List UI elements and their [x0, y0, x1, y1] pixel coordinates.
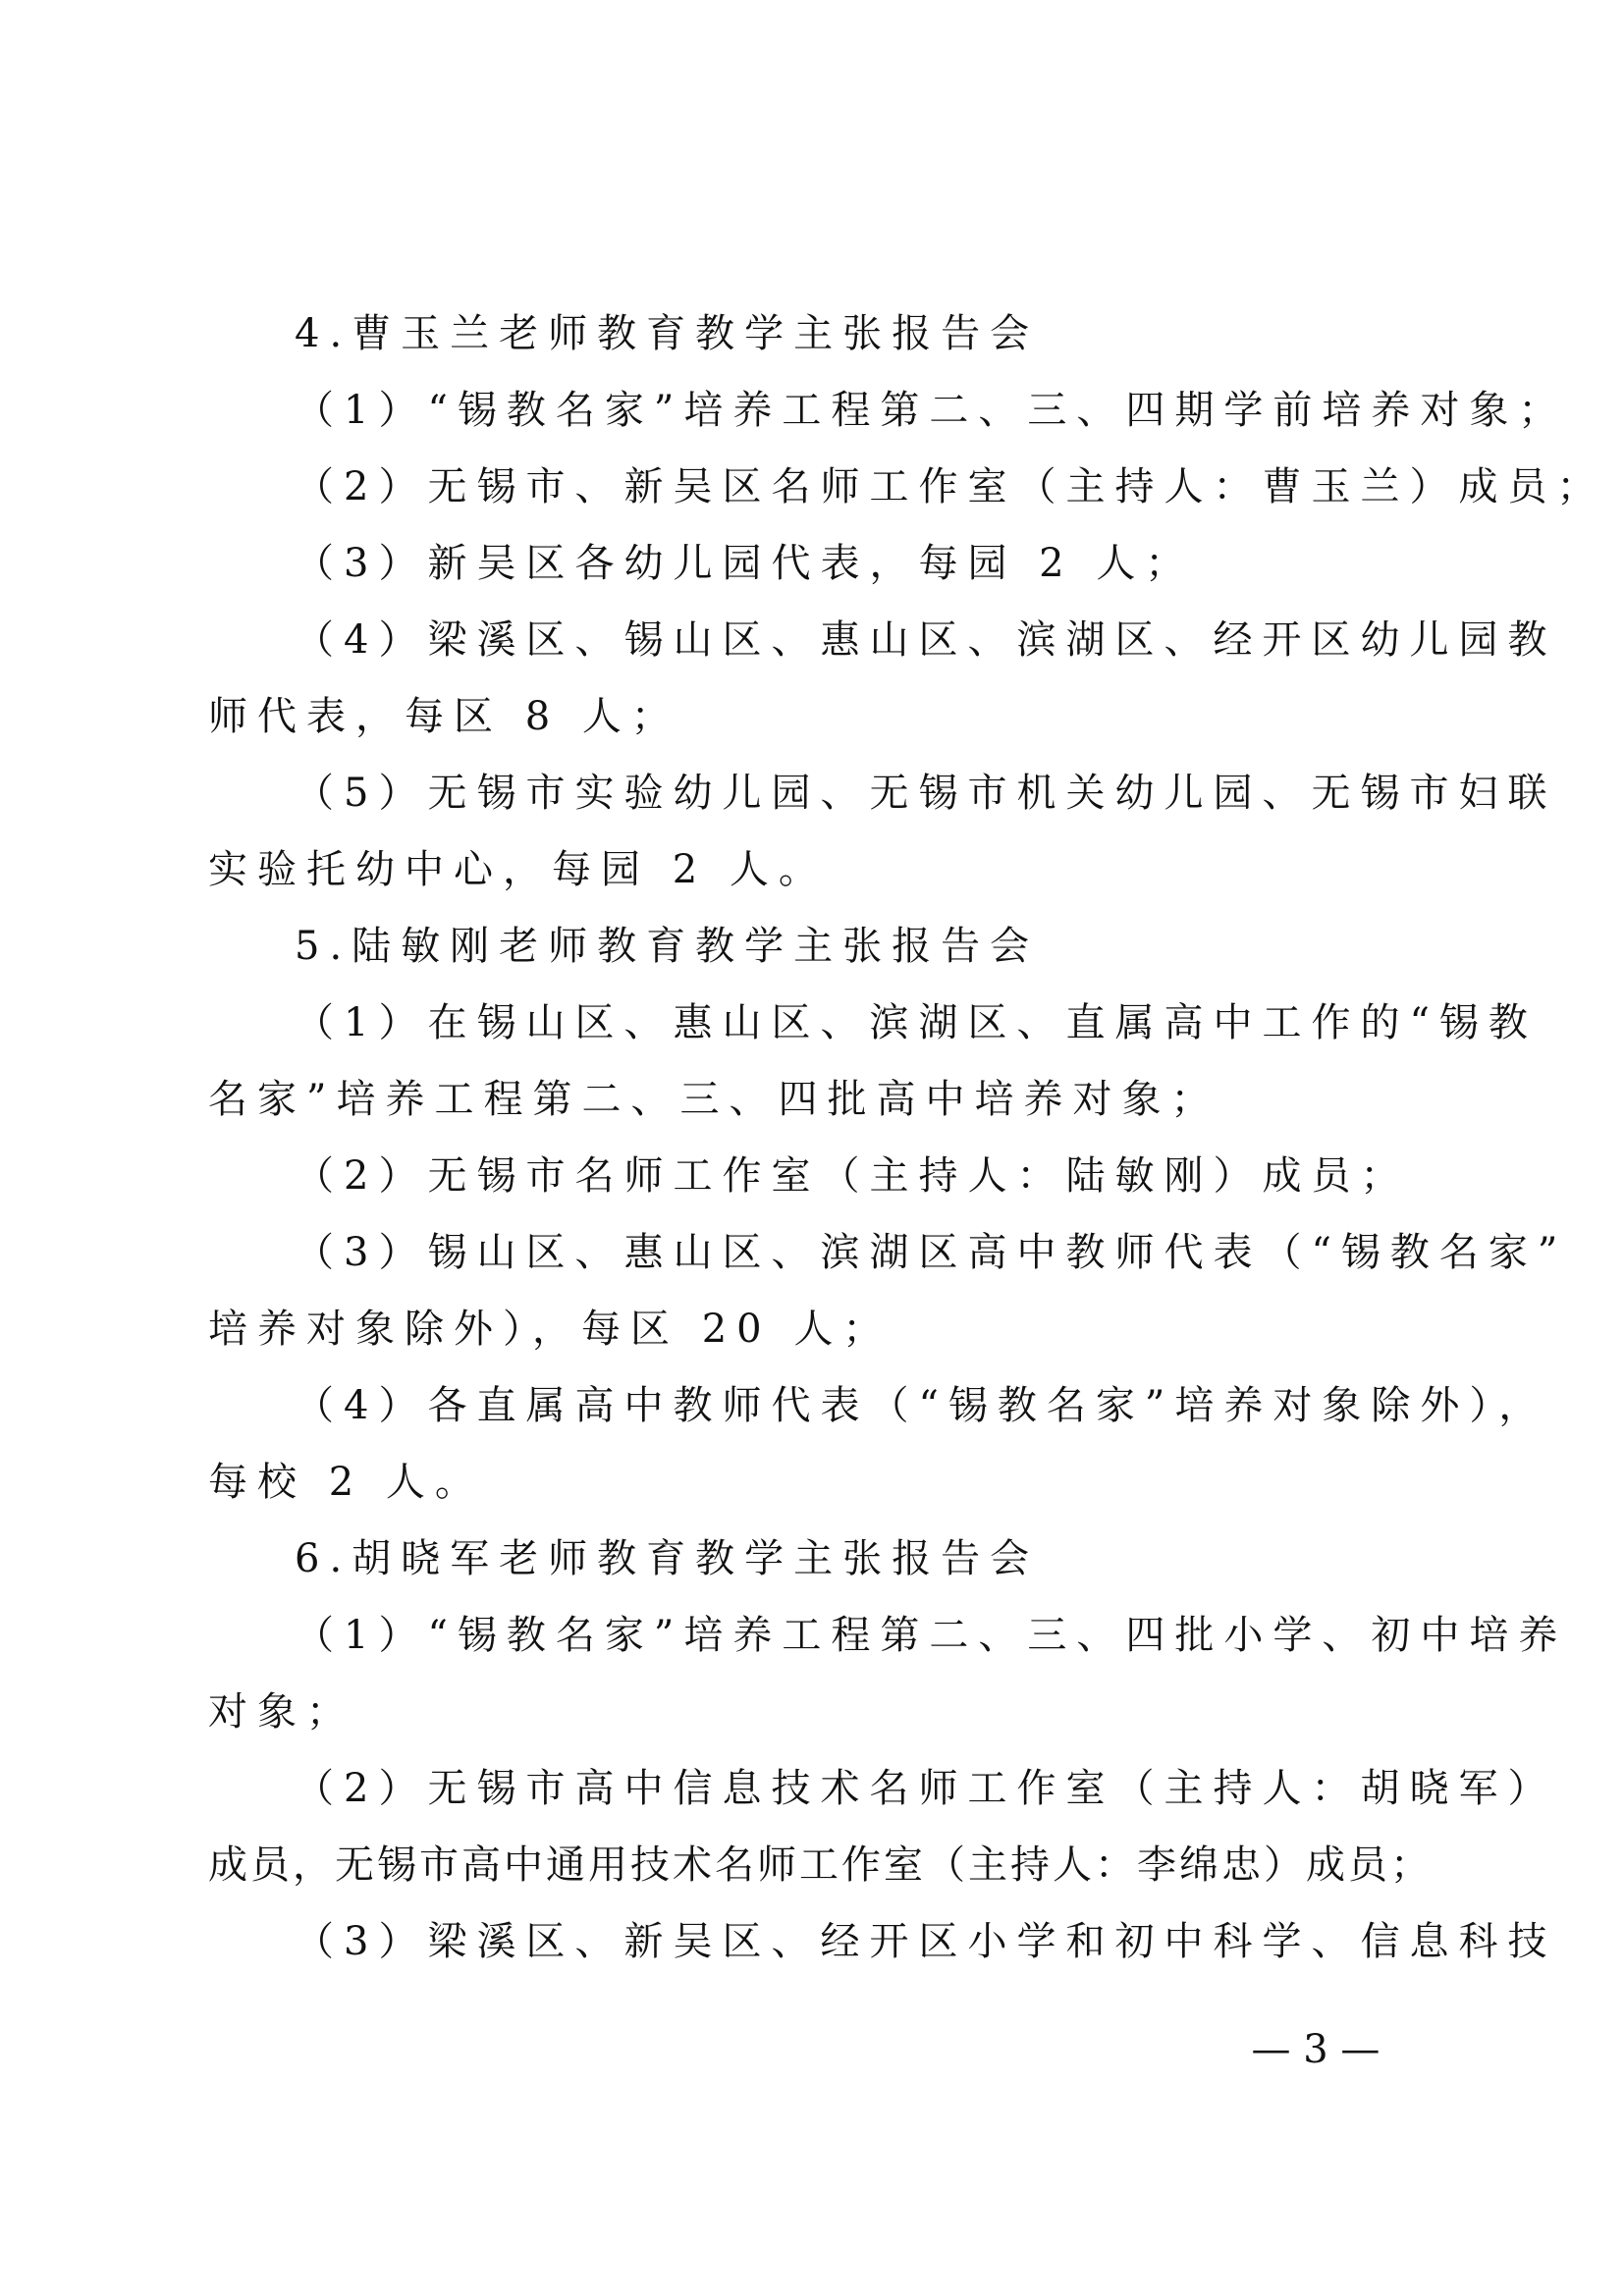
paragraph-line: （4）各直属高中教师代表（“锡教名家”培养对象除外），: [295, 1383, 1548, 1428]
section-heading-4: 4.曹玉兰老师教育教学主张报告会: [295, 311, 1040, 356]
paragraph-line: （1）“锡教名家”培养工程第二、三、四期学前培养对象；: [295, 388, 1568, 433]
paragraph-line: （2）无锡市名师工作室（主持人：陆敏刚）成员；: [295, 1153, 1410, 1199]
paragraph-line: 成员，无锡市高中通用技术名师工作室（主持人：李绵忠）成员；: [208, 1842, 1433, 1888]
paragraph-line: （3）锡山区、惠山区、滨湖区高中教师代表（“锡教名家”: [295, 1230, 1568, 1275]
paragraph-line: 师代表，每区 8 人；: [208, 694, 680, 739]
paragraph-line: （3）新吴区各幼儿园代表，每园 2 人；: [295, 541, 1195, 586]
paragraph-line: （1）在锡山区、惠山区、滨湖区、直属高中工作的“锡教: [295, 1000, 1538, 1045]
paragraph-line: 培养对象除外），每区 20 人；: [208, 1307, 893, 1352]
section-heading-6: 6.胡晓军老师教育教学主张报告会: [295, 1536, 1040, 1581]
paragraph-line: （1）“锡教名家”培养工程第二、三、四批小学、初中培养: [295, 1613, 1568, 1658]
paragraph-line: （5）无锡市实验幼儿园、无锡市机关幼儿园、无锡市妇联: [295, 771, 1557, 816]
paragraph-line: 实验托幼中心，每园 2 人。: [208, 847, 828, 892]
section-heading-5: 5.陆敏刚老师教育教学主张报告会: [295, 924, 1040, 969]
paragraph-line: 对象；: [208, 1689, 355, 1735]
paragraph-line: 每校 2 人。: [208, 1460, 484, 1505]
paragraph-line: 名家”培养工程第二、三、四批高中培养对象；: [208, 1077, 1220, 1122]
paragraph-line: （4）梁溪区、锡山区、惠山区、滨湖区、经开区幼儿园教: [295, 617, 1557, 663]
paragraph-line: （2）无锡市高中信息技术名师工作室（主持人：胡晓军）: [295, 1766, 1557, 1811]
page-number: — 3 —: [1251, 2027, 1380, 2072]
paragraph-line: （3）梁溪区、新吴区、经开区小学和初中科学、信息科技: [295, 1919, 1557, 1964]
paragraph-line: （2）无锡市、新吴区名师工作室（主持人：曹玉兰）成员；: [295, 464, 1606, 509]
